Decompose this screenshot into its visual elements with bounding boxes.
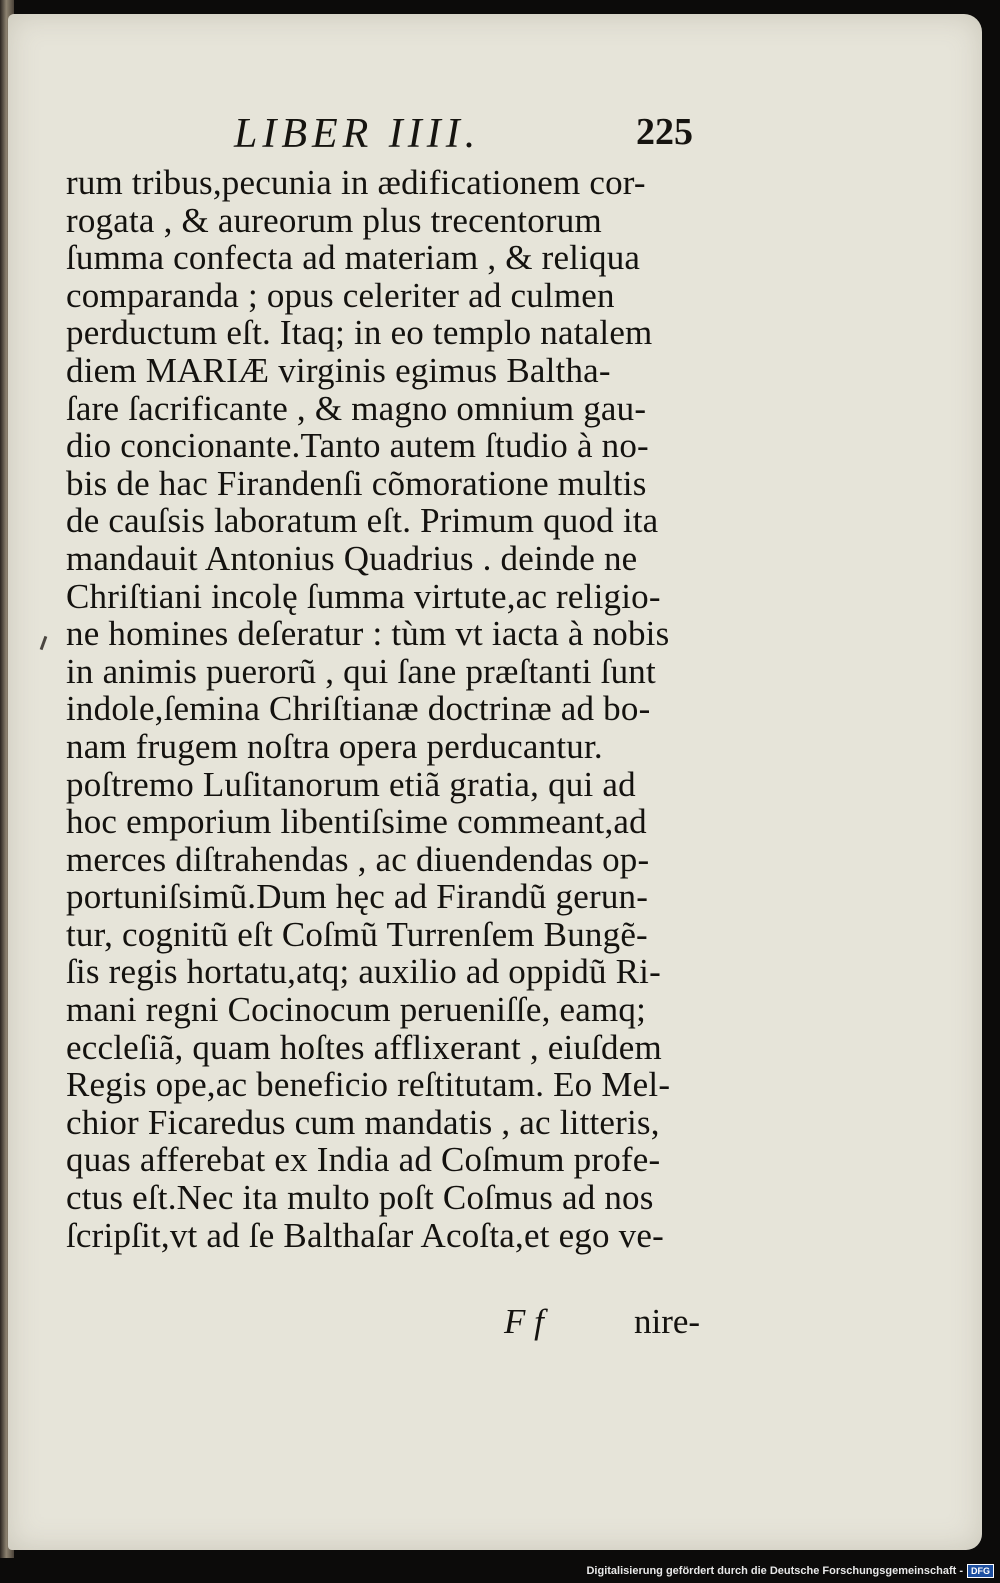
margin-mark (40, 636, 48, 650)
page-number: 225 (636, 111, 693, 153)
catchword: nire- (634, 1302, 701, 1341)
text-line: tur, cognitũ eſt Coſmũ Turrenſem Bungẽ- (66, 914, 648, 954)
text-line: poſtremo Luſitanorum etiã gratia, qui ad (66, 764, 636, 804)
dfg-attribution (586, 1563, 994, 1579)
text-line: mandauit Antonius Quadrius . deinde ne (66, 538, 638, 578)
text-line: mani regni Cocinocum perueniſſe, eamq; (66, 990, 647, 1030)
text-line: nam frugem noſtra opera perducantur. (66, 726, 603, 766)
book-page (8, 14, 982, 1550)
text-line: ſis regis hortatu,atq; auxilio ad oppidũ Ri- (66, 952, 661, 992)
text-line: eccleſiã, quam hoſtes afflixerant , eiuſdem (66, 1027, 662, 1067)
text-line: de cauſsis laboratum eſt. Primum quod ita (66, 501, 659, 541)
text-line: ſare ſacrificante , & magno omnium gau- (66, 388, 647, 428)
text-line: ſcripſit,vt ad ſe Balthaſar Acoſta,et ego ve- (66, 1215, 664, 1255)
signature-mark: F f (504, 1302, 544, 1341)
text-line: hoc emporium libentiſsime commeant,ad (66, 802, 647, 842)
attribution-text: Digitalisierung gefördert durch die Deutsche Forschungsgemeinschaft - (586, 1565, 963, 1577)
running-head: LIBER IIII. (234, 111, 481, 157)
page-header (8, 110, 982, 170)
dfg-logo: DFG (967, 1564, 994, 1578)
body-text (66, 164, 716, 1254)
text-line: quas afferebat ex India ad Coſmum profe- (66, 1140, 661, 1180)
text-line: dio concionante.Tanto autem ſtudio à no- (66, 426, 649, 466)
text-line: perductum eſt. Itaq; in eo templo natalem (66, 313, 653, 353)
text-line: indole,ſemina Chriſtianæ doctrinæ ad bo- (66, 689, 651, 729)
text-line: ſumma confecta ad materiam , & reliqua (66, 238, 641, 278)
text-line: rum tribus,pecunia in ædificationem cor- (66, 163, 646, 202)
text-line: ne homines deſeratur : tùm vt iacta à nobis (66, 614, 670, 654)
text-line: portuniſsimũ.Dum hęc ad Firandũ gerun- (66, 877, 649, 917)
text-line: merces diſtrahendas , ac diuendendas op- (66, 839, 650, 879)
text-line: ctus eſt.Nec ita multo poſt Coſmus ad nos (66, 1178, 654, 1218)
text-line: Chriſtiani incolę ſumma virtute,ac religio- (66, 576, 661, 616)
text-line: chior Ficaredus cum mandatis , ac litteris, (66, 1102, 660, 1142)
text-line: rogata , & aureorum plus trecentorum (66, 200, 602, 240)
page-footer (8, 1302, 982, 1352)
text-line: bis de hac Firandenſi cõmoratione multis (66, 463, 647, 503)
text-line: comparanda ; opus celeriter ad culmen (66, 275, 615, 315)
text-line: Regis ope,ac beneficio reſtitutam. Eo Mel- (66, 1065, 671, 1105)
text-line: diem MARIÆ virginis egimus Baltha- (66, 350, 611, 390)
text-line: in animis puerorũ , qui ſane præſtanti ſunt (66, 651, 656, 691)
